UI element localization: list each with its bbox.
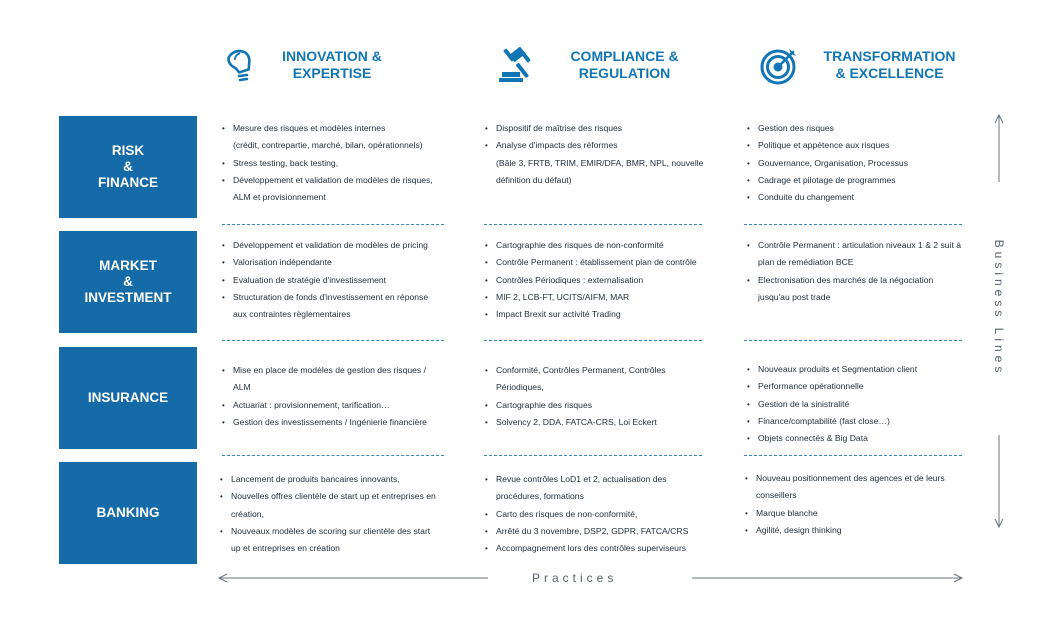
list-item: • Performance opérationnelle [747, 378, 977, 395]
row-label-insurance: INSURANCE [59, 347, 197, 449]
row-label-market-investment: MARKET & INVESTMENT [59, 231, 197, 333]
list-item: • Carto des risques de non-conformité, [485, 506, 720, 523]
list-item: • Conformité, Contrôles Permanent, Contrôles Périodiques, [485, 362, 720, 397]
list-item: • Développement et validation de modèles de risques, ALM et provisionnement [222, 172, 472, 207]
list-item: • Gestion des investissements / Ingénierie financière [222, 414, 472, 431]
list-item: • Objets connectés & Big Data [747, 430, 977, 447]
practices-axis-label: Practices [532, 571, 618, 585]
list-item: • Finance/comptabilité (fast close…) [747, 413, 977, 430]
column-title: COMPLIANCE & REGULATION [570, 48, 679, 81]
list-item: • Lancement de produits bancaires innovants, [220, 471, 472, 488]
list-item: • Nouvelles offres clientèle de start up et entreprises en création, [220, 488, 472, 523]
list-item: • Développement et validation de modèles de pricing [222, 237, 472, 254]
list-item: • Contrôle Permanent : établissement plan de contrôle [485, 254, 725, 271]
list-item: • Revue contrôles LoD1 et 2, actualisation des procédures, formations [485, 471, 720, 506]
list-item: • Solvency 2, DDA, FATCA-CRS, Loi Eckert [485, 414, 720, 431]
list-item: • Gestion des risques [747, 120, 977, 137]
list-item: • Dispositif de maîtrise des risques [485, 120, 720, 137]
column-title: TRANSFORMATION & EXCELLENCE [823, 48, 956, 81]
list-item: • Structuration de fonds d'investissement en réponse aux contraintes règlementaires [222, 289, 472, 324]
list-item: • Nouveaux modèles de scoring sur clientèle des start up et entreprises en création [220, 523, 472, 558]
list-item: • Contrôles Périodiques : externalisation [485, 272, 725, 289]
list-item: • Actuariat : provisionnement, tarification… [222, 397, 472, 414]
list-item: • Cadrage et pilotage de programmes [747, 172, 977, 189]
list-item: • Gouvernance, Organisation, Processus [747, 155, 977, 172]
list-item: • Contrôle Permanent : articulation niveaux 1 & 2 suit à plan de remédiation BCE [747, 237, 982, 272]
list-item: • Cartographie des risques [485, 397, 720, 414]
list-item: • Valorisation indépendante [222, 254, 472, 271]
list-item: • Nouveau positionnement des agences et de leurs conseillers [745, 470, 977, 505]
list-item: • Arrêté du 3 novembre, DSP2, GDPR, FATCA/CRS [485, 523, 720, 540]
row-label-banking: BANKING [59, 462, 197, 564]
list-item: • Impact Brexit sur activité Trading [485, 306, 725, 323]
list-item: • Mise en place de modèles de gestion des risques / ALM [222, 362, 472, 397]
list-item: • Marque blanche [745, 505, 977, 522]
list-item: • Stress testing, back testing, [222, 155, 472, 172]
list-item: • Accompagnement lors des contrôles superviseurs [485, 540, 720, 557]
list-item: • Nouveaux produits et Segmentation client [747, 361, 977, 378]
list-item: • Mesure des risques et modèles internes (crédit, contrepartie, marché, bilan, opérationnels) [222, 120, 472, 155]
list-item: • Evaluation de stratégie d'investissement [222, 272, 472, 289]
list-item: • Agilité, design thinking [745, 522, 977, 539]
list-item: • Conduite du changement [747, 189, 977, 206]
list-item: • Gestion de la sinistralité [747, 396, 977, 413]
list-item: • Cartographie des risques de non-conformité [485, 237, 725, 254]
list-item: • MIF 2, LCB-FT, UCITS/AIFM, MAR [485, 289, 725, 306]
list-item: • Analyse d'impacts des réformes (Bâle 3, FRTB, TRIM, EMIR/DFA, BMR, NPL, nouvelle définition du défaut) [485, 137, 720, 189]
list-item: • Politique et appétence aux risques [747, 137, 977, 154]
list-item: • Electronisation des marchés de la négociation jusqu'au post trade [747, 272, 982, 307]
column-title: INNOVATION & EXPERTISE [282, 48, 382, 81]
business-lines-axis-label: Business Lines [992, 239, 1006, 377]
row-label-risk-finance: RISK & FINANCE [59, 116, 197, 218]
